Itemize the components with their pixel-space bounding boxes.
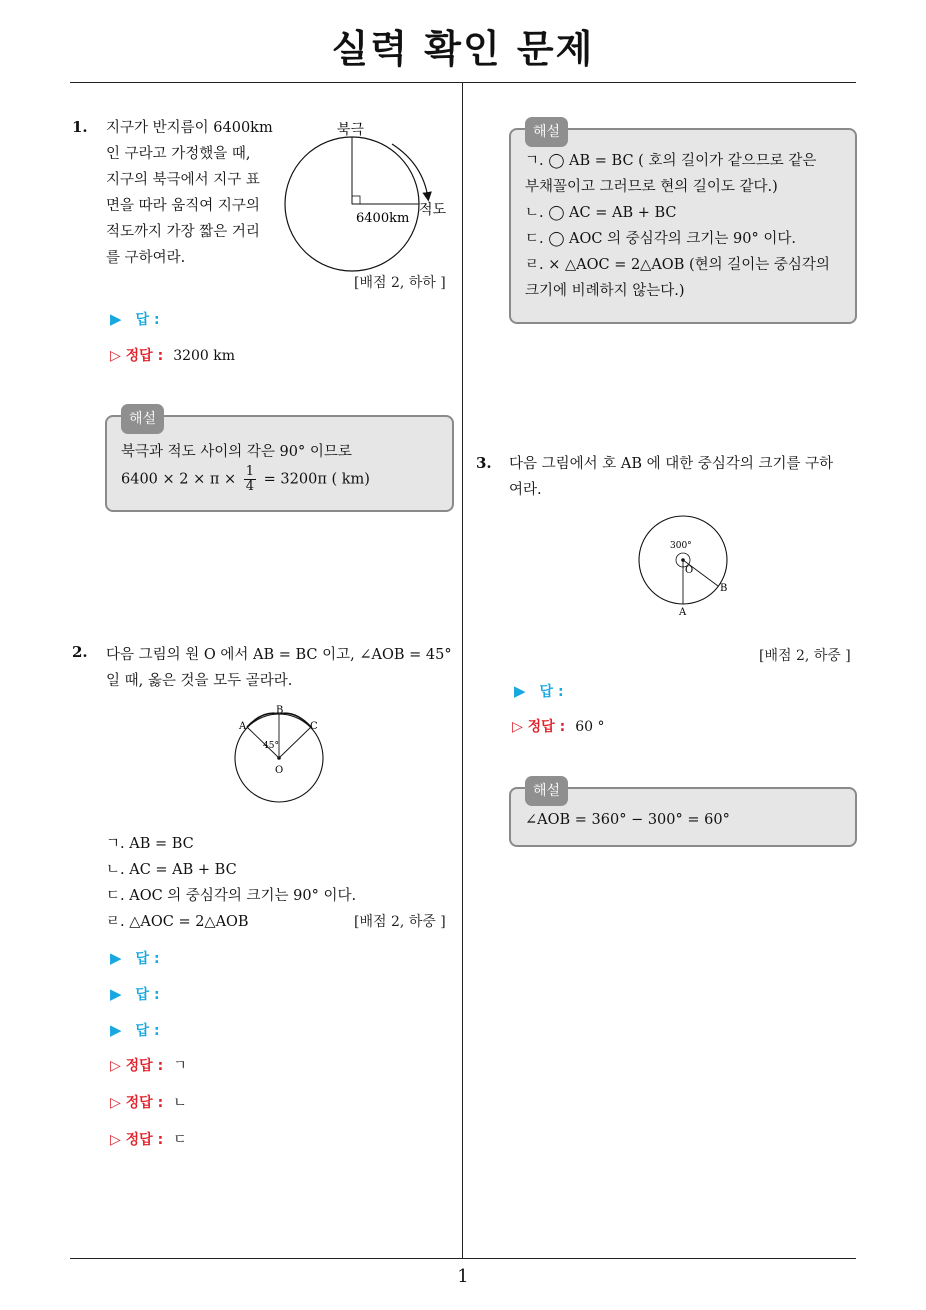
q2-solution-line: ㄱ. ◯ AB = BC ( 호의 길이가 같으므로 같은 <box>525 153 817 169</box>
answer-label: 답 : <box>135 312 160 328</box>
q1-solution-expr-pre: 6400 × 2 × π × <box>121 471 237 488</box>
q2-number: 2. <box>72 643 88 661</box>
q3-label-a: A <box>679 607 687 618</box>
q2-points: [배점 2, 하중 ] <box>354 914 446 930</box>
q1-line: 지구가 반지름이 6400km <box>106 120 273 136</box>
q2-arc-ab <box>247 713 279 727</box>
q2-solution-line: ㄹ. × △AOC = 2△AOB (현의 길이는 중심각의 <box>525 257 830 273</box>
q2-text <box>106 642 458 694</box>
q1-solution-box <box>105 411 454 512</box>
fraction <box>244 465 256 494</box>
q2-radius-oc <box>279 727 311 758</box>
q1-text <box>106 115 276 271</box>
q2-solution-line: ㄴ. ◯ AC = AB + BC <box>525 205 677 221</box>
q3-label-b: B <box>720 583 728 594</box>
q1-line: 지구의 북극에서 지구 표 <box>106 172 260 188</box>
q3-solution-box <box>509 783 857 847</box>
answer-label: 답 : <box>135 987 160 1003</box>
q2-solution-line: ㄷ. ◯ AOC 의 중심각의 크기는 90° 이다. <box>525 231 796 247</box>
q2-arc-bc <box>279 713 311 727</box>
triangle-outline-icon: ▷ <box>110 1095 121 1111</box>
q2-option-1: ㄱ. AB = BC <box>106 836 194 852</box>
q3-figure <box>632 510 736 618</box>
solution-tag: 해설 <box>525 776 568 806</box>
q2-line2: 일 때, 옳은 것을 모두 골라라. <box>106 673 293 689</box>
q3-line2: 여라. <box>509 482 542 498</box>
correct-label: 정답 : <box>125 1058 164 1074</box>
q3-correct-row <box>512 716 604 736</box>
q1-correct-row <box>110 345 235 365</box>
play-icon: ▶ <box>110 949 122 967</box>
triangle-outline-icon: ▷ <box>512 719 523 735</box>
q2-option-3: ㄷ. AOC 의 중심각의 크기는 90° 이다. <box>106 888 357 904</box>
triangle-outline-icon: ▷ <box>110 348 121 364</box>
q3-answer-row <box>514 681 564 701</box>
q3-correct-value: 60 ° <box>575 719 605 735</box>
correct-label: 정답 : <box>527 719 566 735</box>
bottom-rule <box>70 1258 856 1259</box>
q2-correct-row <box>110 1129 187 1149</box>
q1-label-equator: 적도 <box>419 202 447 218</box>
play-icon: ▶ <box>110 1021 122 1039</box>
play-icon: ▶ <box>514 682 526 700</box>
q1-points: [배점 2, 하하 ] <box>354 275 446 291</box>
q1-answer-row <box>110 309 160 329</box>
q3-line1: 다음 그림에서 호 AB 에 대한 중심각의 크기를 구하 <box>509 456 834 472</box>
q1-label-north: 북극 <box>337 122 365 138</box>
q1-solution-expr-post: = 3200π ( km) <box>263 471 370 488</box>
q3-label-o: O <box>685 565 694 576</box>
q2-line1: 다음 그림의 원 O 에서 AB = BC 이고, ∠AOB = 45° <box>106 647 452 663</box>
page-number: 1 <box>457 1266 469 1287</box>
q1-number: 1. <box>72 118 88 136</box>
q1-label-radius: 6400km <box>356 211 410 226</box>
q1-solution-line1: 북극과 적도 사이의 각은 90° 이므로 <box>121 444 352 460</box>
answer-label: 답 : <box>135 951 160 967</box>
fraction-numerator: 1 <box>245 464 255 479</box>
answer-label: 답 : <box>135 1023 160 1039</box>
q2-answer-row <box>110 984 160 1004</box>
q2-correct-value: ㄱ <box>173 1058 187 1074</box>
q1-right-angle-mark <box>352 196 360 204</box>
top-rule <box>70 82 856 83</box>
answer-label: 답 : <box>539 684 564 700</box>
q2-correct-row <box>110 1055 187 1075</box>
q1-line: 적도까지 가장 짧은 거리 <box>106 224 260 240</box>
q2-label-a: A <box>239 721 247 732</box>
q2-solution-box <box>509 124 857 324</box>
q3-text <box>509 451 861 503</box>
solution-tag: 해설 <box>121 404 164 434</box>
q2-answer-row <box>110 1020 160 1040</box>
triangle-outline-icon: ▷ <box>110 1058 121 1074</box>
triangle-outline-icon: ▷ <box>110 1132 121 1148</box>
q3-points: [배점 2, 하중 ] <box>759 648 851 664</box>
q1-correct-value: 3200 km <box>173 348 236 364</box>
q2-answer-row <box>110 948 160 968</box>
q3-number: 3. <box>476 454 492 472</box>
correct-label: 정답 : <box>125 348 164 364</box>
q3-solution-line: ∠AOB = 360° − 300° = 60° <box>525 812 730 828</box>
page-title: 실력 확인 문제 <box>331 27 595 71</box>
solution-tag: 해설 <box>525 117 568 147</box>
play-icon: ▶ <box>110 985 122 1003</box>
q2-label-b: B <box>276 705 284 716</box>
q2-correct-row <box>110 1092 187 1112</box>
q2-option-4: ㄹ. △AOC = 2△AOB <box>106 914 249 930</box>
q2-figure <box>225 700 335 812</box>
q1-solution-line2 <box>121 465 438 494</box>
q3-label-angle: 300° <box>670 541 692 551</box>
q2-label-o: O <box>275 765 284 776</box>
q2-label-angle: 45° <box>263 741 279 751</box>
q2-label-c: C <box>310 721 318 732</box>
q2-correct-value: ㄷ <box>173 1132 187 1148</box>
q1-line: 인 구라고 가정했을 때, <box>106 146 251 162</box>
q2-correct-value: ㄴ <box>173 1095 187 1111</box>
column-divider <box>462 83 463 1258</box>
correct-label: 정답 : <box>125 1132 164 1148</box>
q1-figure <box>280 114 460 274</box>
q1-line: 면을 따라 움직여 지구의 <box>106 198 260 214</box>
play-icon: ▶ <box>110 310 122 328</box>
q3-center-point <box>681 558 685 562</box>
fraction-denominator: 4 <box>245 479 255 494</box>
q1-line: 를 구하여라. <box>106 250 186 266</box>
q2-solution-line: 크기에 비례하지 않는다.) <box>525 283 685 299</box>
q2-option-2: ㄴ. AC = AB + BC <box>106 862 237 878</box>
q2-solution-line: 부채꼴이고 그러므로 현의 길이도 같다.) <box>525 179 778 195</box>
correct-label: 정답 : <box>125 1095 164 1111</box>
q2-center-point <box>277 756 281 760</box>
